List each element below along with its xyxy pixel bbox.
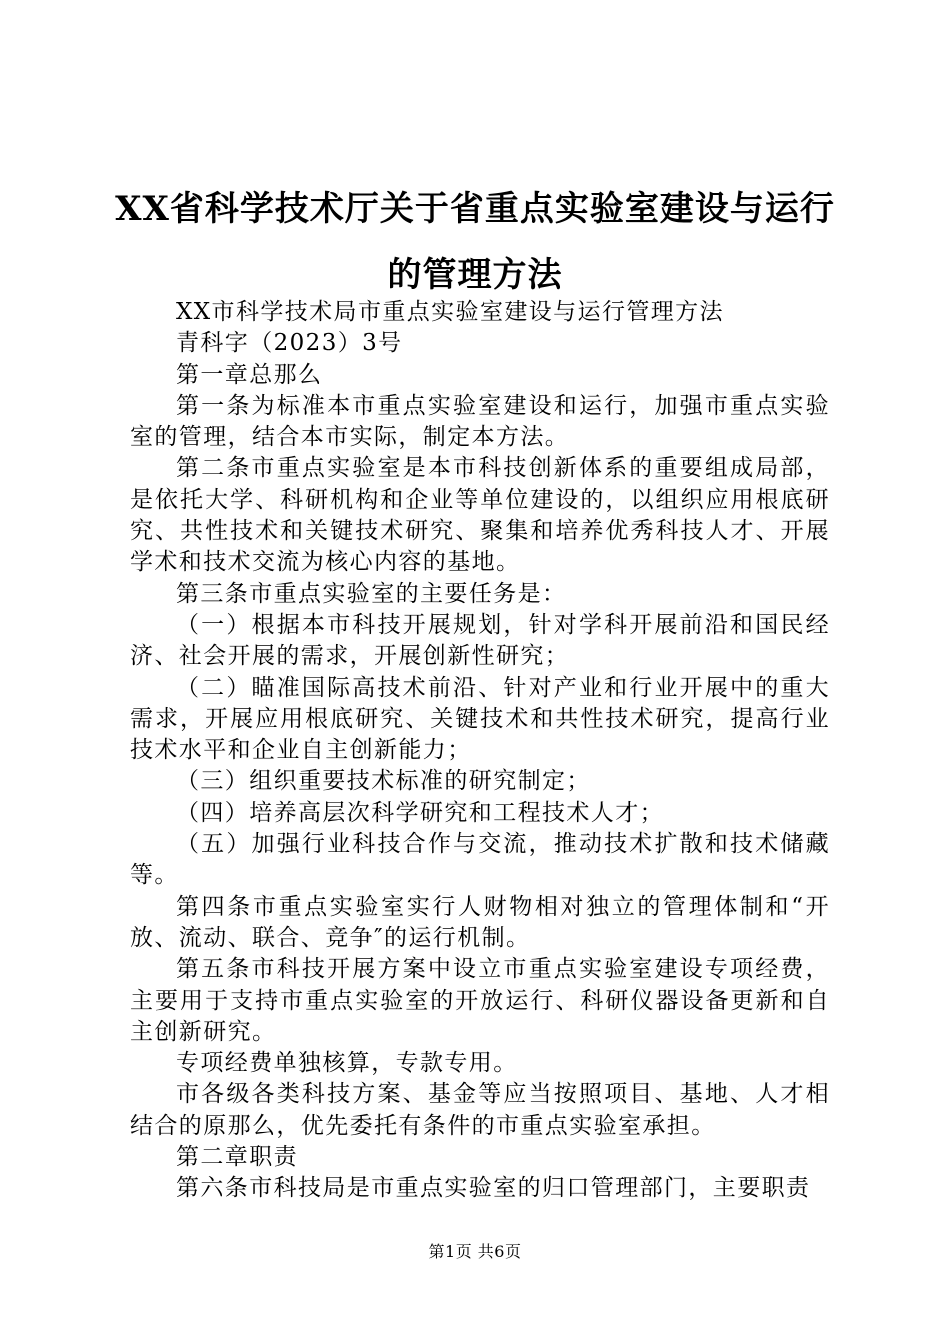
body-paragraph: 专项经费单独核算，专款专用。 [176, 1050, 518, 1077]
document-title: XX省科学技术厅关于省重点实验室建设与运行的管理方法 [115, 189, 835, 295]
document-body [130, 297, 830, 1205]
list-item-paragraph: （三）组织重要技术标准的研究制定； [176, 768, 591, 795]
subtitle-paragraph: XX市科学技术局市重点实验室建设与运行管理方法 [176, 299, 724, 325]
chapter-heading: 第二章职责 [176, 1144, 298, 1171]
article-paragraph: 第五条市科技开展方案中设立市重点实验室建设专项经费，主要用于支持市重点实验室的开放运行、科研仪器设备更新和自主创新研究。 [130, 956, 830, 1045]
list-item-paragraph: （五）加强行业科技合作与交流，推动技术扩散和技术储藏等。 [130, 831, 830, 889]
list-item-paragraph: （一）根据本市科技开展规划，针对学科开展前沿和国民经济、社会开展的需求，开展创新性研究； [130, 611, 830, 670]
body-paragraph: 市各级各类科技方案、基金等应当按照项目、基地、人才相结合的原那么，优先委托有条件的市重点实验室承担。 [130, 1081, 830, 1139]
article-paragraph: 第二条市重点实验室是本市科技创新体系的重要组成局部，是依托大学、科研机构和企业等单位建设的，以组织应用根底研究、共性技术和关键技术研究、聚集和培养优秀科技人才、开展学术和技术交流为核心内容的基地。 [130, 455, 830, 576]
article-paragraph: 第一条为标准本市重点实验室建设和运行，加强市重点实验室的管理，结合本市实际，制定本方法。 [130, 392, 830, 451]
article-paragraph: 第六条市科技局是市重点实验室的归口管理部门，主要职责 [176, 1175, 811, 1202]
list-item-paragraph: （四）培养高层次科学研究和工程技术人才； [176, 799, 664, 826]
article-paragraph: 第三条市重点实验室的主要任务是： [176, 580, 567, 607]
document-number: 青科字（2023）3号 [176, 330, 403, 357]
chapter-heading: 第一章总那么 [176, 361, 323, 388]
article-paragraph: 第四条市重点实验室实行人财物相对独立的管理体制和“开放、流动、联合、竞争″的运行机制。 [130, 893, 830, 951]
list-item-paragraph: （二）瞄准国际高技术前沿、针对产业和行业开展中的重大需求，开展应用根底研究、关键技术和共性技术研究，提高行业技术水平和企业自主创新能力； [130, 674, 830, 764]
page-footer: 第1页 共6页 [428, 1242, 522, 1261]
